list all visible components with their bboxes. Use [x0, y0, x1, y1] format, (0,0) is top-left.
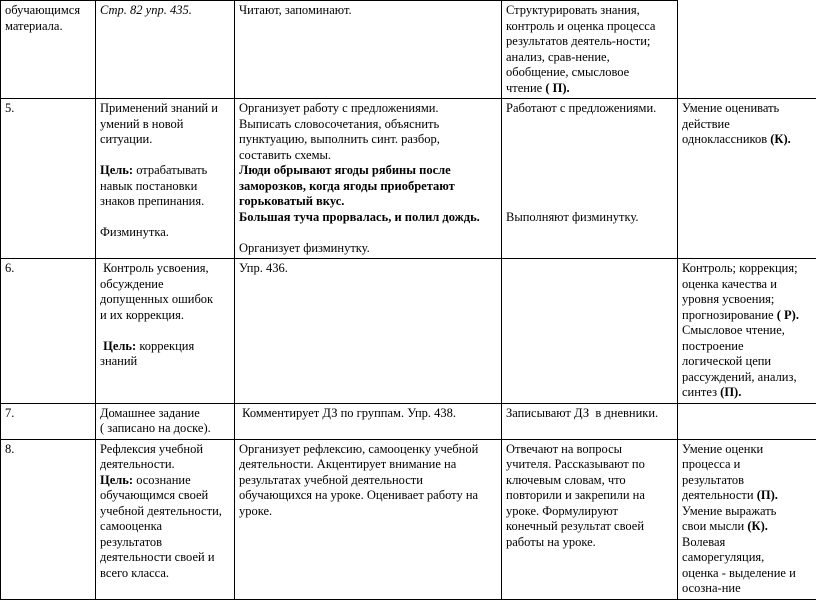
cell-uud	[678, 99, 816, 259]
cell-text: обучающимся	[5, 3, 91, 19]
cell-text-part: чтение	[506, 81, 545, 95]
cell-uud	[678, 259, 816, 404]
cell-uud	[678, 439, 816, 599]
cell-text: Организует физминутку.	[239, 241, 497, 257]
cell-text: Стр. 82 упр. 435.	[100, 3, 230, 19]
cell-text: Умение оценки	[682, 442, 816, 458]
cell-text-part: отрабатывать	[133, 163, 207, 177]
cell-text: обучающимся своей	[100, 488, 230, 504]
cell-text-bold: горьковатый вкус.	[239, 194, 497, 210]
cell-text: всего класса.	[100, 566, 230, 582]
cell-text	[682, 488, 816, 504]
cell-text: результатов	[682, 473, 816, 489]
cell-text: Комментирует ДЗ по группам. Упр. 438.	[239, 406, 497, 422]
cell-text: результатах учебной деятельности	[239, 473, 497, 489]
cell-text: процесса и	[682, 457, 816, 473]
cell-text-bold: Люди обрывают ягоды рябины после	[239, 163, 497, 179]
cell-text: и их коррекция.	[100, 308, 230, 324]
cell-text-part: свои мысли	[682, 519, 747, 533]
cell-text: обобщение, смысловое	[506, 65, 673, 81]
cell-text: Домашнее задание	[100, 406, 230, 422]
cell-text-part: осознание	[133, 473, 191, 487]
cell-text: знаков препинания.	[100, 194, 230, 210]
goal-label: Цель:	[100, 473, 133, 487]
table-row-stage-5	[1, 99, 816, 259]
cell-text	[682, 385, 816, 401]
cell-text: 8.	[5, 442, 91, 458]
cell-text	[682, 308, 816, 324]
cell-text: осозна-ние	[682, 581, 816, 597]
cell-text-part: деятельности	[682, 488, 757, 502]
cell-text-part: синтез	[682, 385, 720, 399]
cell-text-bold: (К).	[747, 519, 768, 533]
cell-text-bold: ( П).	[545, 81, 569, 95]
cell-text: анализ, срав-нение,	[506, 50, 673, 66]
cell-stage-name	[96, 259, 235, 404]
cell-stage-name	[96, 439, 235, 599]
cell-text: Читают, запоминают.	[239, 3, 497, 19]
table-row-stage-6	[1, 259, 816, 404]
table-row-stage-8	[1, 439, 816, 599]
cell-uud	[678, 403, 816, 439]
cell-text: пунктуацию, выполнить синт. разбор,	[239, 132, 497, 148]
cell-stage-name	[96, 1, 235, 99]
cell-text: ключевым словам, что	[506, 473, 673, 489]
cell-text: допущенных ошибок	[100, 292, 230, 308]
cell-stage-number	[1, 403, 96, 439]
cell-text	[506, 81, 673, 97]
cell-text: Работают с предложениями.	[506, 101, 673, 117]
cell-stage-name	[96, 99, 235, 259]
cell-text: Упр. 436.	[239, 261, 497, 277]
cell-stage-number	[1, 439, 96, 599]
cell-text: логической цепи	[682, 354, 816, 370]
goal-label: Цель:	[100, 339, 136, 353]
cell-text: Умение выражать	[682, 504, 816, 520]
cell-student-activity	[502, 439, 678, 599]
cell-text: Умение оценивать	[682, 101, 816, 117]
cell-text	[100, 339, 230, 355]
cell-text: уровня усвоения;	[682, 292, 816, 308]
cell-text: деятельности. Акцентирует внимание на	[239, 457, 497, 473]
cell-text: деятельности своей и	[100, 550, 230, 566]
cell-text: работы на уроке.	[506, 535, 673, 551]
cell-stage-name	[96, 403, 235, 439]
cell-teacher-activity	[235, 439, 502, 599]
cell-text	[682, 132, 816, 148]
cell-text: Записывают ДЗ в дневники.	[506, 406, 673, 422]
cell-text: результатов деятель-ности;	[506, 34, 673, 50]
cell-text: Волевая	[682, 535, 816, 551]
cell-text-part: коррекция	[136, 339, 194, 353]
cell-student-activity	[502, 1, 678, 99]
cell-text	[100, 473, 230, 489]
cell-text: 5.	[5, 101, 91, 117]
cell-text: конечный результат своей	[506, 519, 673, 535]
cell-text: обучающихся на уроке. Оценивает работу на	[239, 488, 497, 504]
cell-text: Организует работу с предложениями.	[239, 101, 497, 117]
cell-text: саморегуляция,	[682, 550, 816, 566]
cell-text: оценка - выделение и	[682, 566, 816, 582]
cell-text: Применений знаний и	[100, 101, 230, 117]
cell-text: составить схемы.	[239, 148, 497, 164]
cell-text: навык постановки	[100, 179, 230, 195]
cell-text: ситуации.	[100, 132, 230, 148]
cell-stage-number	[1, 259, 96, 404]
cell-text: 6.	[5, 261, 91, 277]
cell-text-bold: ( Р).	[777, 308, 799, 322]
cell-text-part: прогнозирование	[682, 308, 777, 322]
cell-text: Выписать словосочетания, объяснить	[239, 117, 497, 133]
cell-text: оценка качества и	[682, 277, 816, 293]
cell-stage-number	[1, 1, 96, 99]
cell-text: обсуждение	[100, 277, 230, 293]
table-row-continuation	[1, 1, 816, 99]
cell-text: материала.	[5, 19, 91, 35]
cell-text: самооценка	[100, 519, 230, 535]
cell-text: Отвечают на вопросы	[506, 442, 673, 458]
cell-student-activity	[502, 99, 678, 259]
cell-text: повторили и закрепили на	[506, 488, 673, 504]
cell-text: Выполняют физминутку.	[506, 210, 673, 226]
table-row-stage-7	[1, 403, 816, 439]
cell-teacher-activity	[235, 259, 502, 404]
cell-stage-number	[1, 99, 96, 259]
cell-text: Смысловое чтение,	[682, 323, 816, 339]
cell-text-part: одноклассников	[682, 132, 770, 146]
cell-uud	[678, 1, 816, 99]
goal-label: Цель:	[100, 163, 133, 177]
cell-teacher-activity	[235, 1, 502, 99]
cell-student-activity	[502, 259, 678, 404]
cell-text: 7.	[5, 406, 91, 422]
cell-text: ( записано на доске).	[100, 421, 230, 437]
cell-text: учебной деятельности,	[100, 504, 230, 520]
cell-text: контроль и оценка процесса	[506, 19, 673, 35]
cell-text: построение	[682, 339, 816, 355]
cell-text: учителя. Рассказывают по	[506, 457, 673, 473]
cell-text: Рефлексия учебной	[100, 442, 230, 458]
cell-text: Контроль; коррекция;	[682, 261, 816, 277]
cell-teacher-activity	[235, 403, 502, 439]
cell-text-bold: (П).	[720, 385, 741, 399]
cell-text: уроке. Формулируют	[506, 504, 673, 520]
cell-text	[682, 519, 816, 535]
cell-text	[100, 163, 230, 179]
cell-text-bold: заморозков, когда ягоды приобретают	[239, 179, 497, 195]
cell-text: умений в новой	[100, 117, 230, 133]
cell-text: Структурировать знания,	[506, 3, 673, 19]
cell-text: Физминутка.	[100, 225, 230, 241]
cell-text: Организует рефлексию, самооценку учебной	[239, 442, 497, 458]
cell-text: рассуждений, анализ,	[682, 370, 816, 386]
cell-text-bold: Большая туча прорвалась, и полил дождь.	[239, 210, 497, 226]
cell-text: деятельности.	[100, 457, 230, 473]
cell-text: действие	[682, 117, 816, 133]
cell-text: уроке.	[239, 504, 497, 520]
cell-text: результатов	[100, 535, 230, 551]
cell-text: знаний	[100, 354, 230, 370]
cell-student-activity	[502, 403, 678, 439]
cell-text-bold: (К).	[770, 132, 791, 146]
cell-teacher-activity	[235, 99, 502, 259]
cell-text-bold: (П).	[757, 488, 778, 502]
cell-text: Контроль усвоения,	[100, 261, 230, 277]
